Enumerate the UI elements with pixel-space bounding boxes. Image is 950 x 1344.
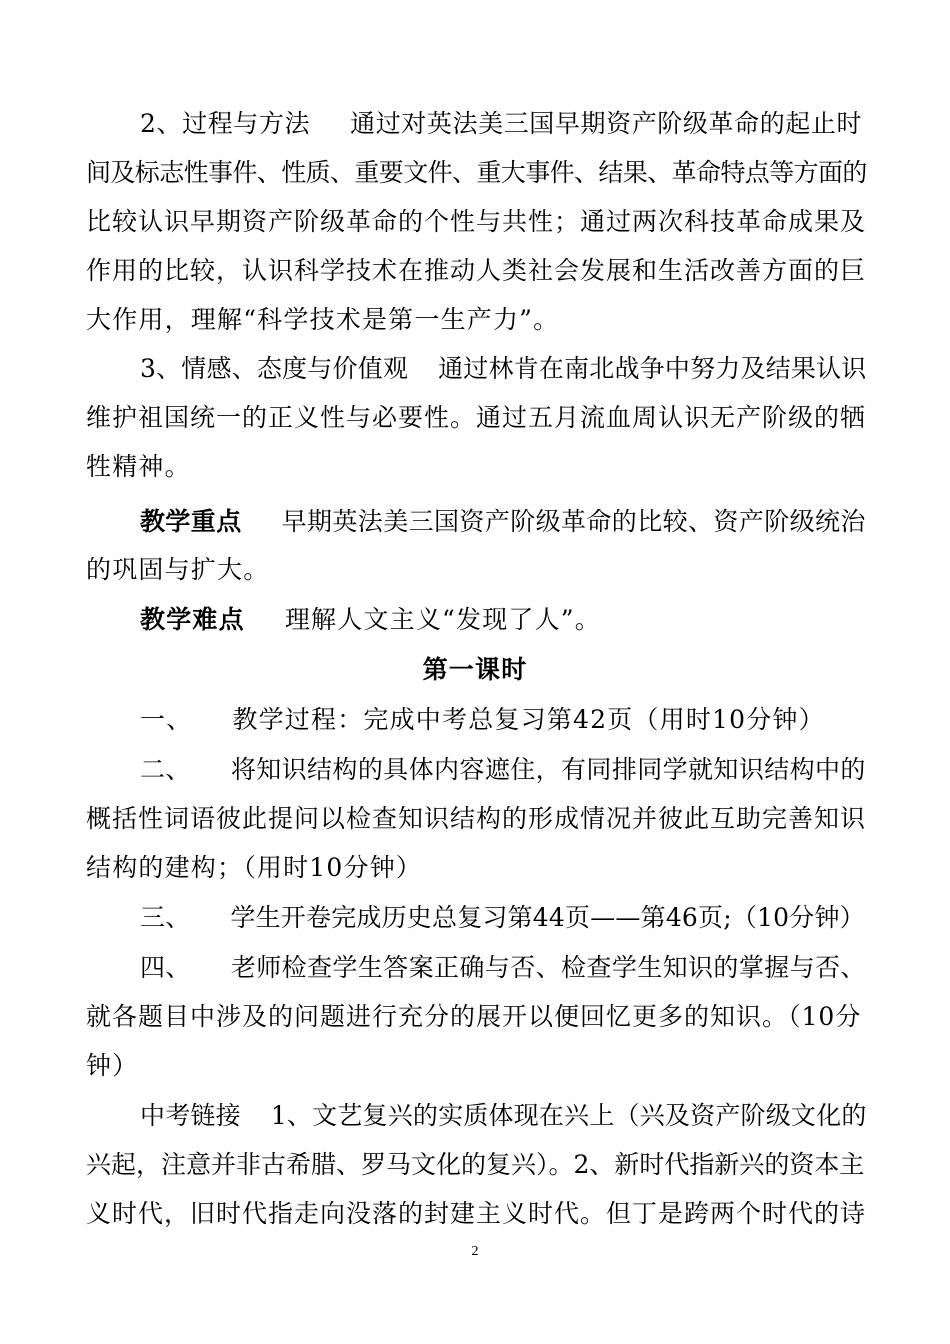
key-points-heading: 教学重点: [140, 507, 242, 536]
process-method-line-4: 作用的比较，认识科学技术在推动人类社会发展和生活改善方面的巨: [86, 256, 867, 285]
difficulty-line: [140, 602, 866, 638]
step-3-text: 学生开卷完成历史总复习第44页——第46页;（10分钟）: [230, 903, 865, 932]
exam-link-line-2: 兴起，注意并非古希腊、罗马文化的复兴）。2、新时代指新兴的资本主: [86, 1150, 865, 1179]
step-4-line-1: [140, 950, 866, 986]
step-2-text: 将知识结构的具体内容遮住，有同排同学就知识结构中的: [230, 755, 866, 784]
step-3-number: 三、: [140, 903, 191, 932]
step-1-text: 教学过程：完成中考总复习第42页（用时10分钟）: [232, 705, 825, 734]
step-4-text: 老师检查学生答案正确与否、检查学生知识的掌握与否、: [230, 953, 866, 982]
exam-link-text: 1、文艺复兴的实质体现在兴上（兴及资产阶级文化的: [270, 1101, 867, 1130]
values-text: 通过林肯在南北战争中努力及结果认识: [438, 354, 867, 383]
step-2-line-3: 结构的建构；（用时10分钟）: [86, 853, 423, 882]
step-1-line: [140, 702, 866, 738]
step-4-line-3: 钟）: [86, 1051, 139, 1080]
step-4-number: 四、: [140, 953, 191, 982]
key-points-text: 早期英法美三国资产阶级革命的比较、资产阶级统治: [281, 507, 866, 536]
difficulty-heading: 教学难点: [140, 605, 245, 634]
exam-link-line-1: [140, 1098, 866, 1134]
values-line-2: 维护祖国统一的正义性与必要性。通过五月流血周认识无产阶级的牺: [86, 403, 867, 432]
step-2-number: 二、: [140, 755, 191, 784]
exam-link-heading: 中考链接: [140, 1101, 241, 1130]
process-method-line-5: 大作用，理解“科学技术是第一生产力”。: [86, 305, 560, 334]
key-points-line-1: [140, 504, 866, 540]
values-line-1: [140, 351, 866, 387]
section-title: 第一课时: [422, 655, 528, 684]
process-method-line-3: 比较认识早期资产阶级革命的个性与共性；通过两次科技革命成果及: [86, 207, 867, 236]
difficulty-text: 理解人文主义“发现了人”。: [284, 605, 601, 634]
values-heading: 3、情感、态度与价值观: [140, 354, 409, 383]
key-points-line-2: 的巩固与扩大。: [86, 555, 270, 584]
process-method-heading: 2、过程与方法: [140, 109, 311, 138]
step-1-number: 一、: [140, 705, 193, 734]
step-2-line-1: [140, 752, 866, 788]
process-method-text: 通过对英法美三国早期资产阶级革命的起止时: [350, 109, 863, 138]
process-method-line-1: [140, 106, 866, 142]
step-2-line-2: 概括性词语彼此提问以检查知识结构的形成情况并彼此互助完善知识: [86, 804, 867, 833]
exam-link-line-3: 义时代，旧时代指走向没落的封建主义时代。但丁是跨两个时代的诗: [86, 1199, 867, 1228]
process-method-line-2: 间及标志性事件、性质、重要文件、重大事件、结果、革命特点等方面的: [86, 158, 867, 187]
step-4-line-2: 就各题目中涉及的问题进行充分的展开以便回忆更多的知识。（10分: [86, 1002, 862, 1031]
page-number: 2: [471, 1244, 479, 1259]
values-line-3: 牲精神。: [86, 452, 191, 481]
step-3-line: [140, 900, 866, 936]
